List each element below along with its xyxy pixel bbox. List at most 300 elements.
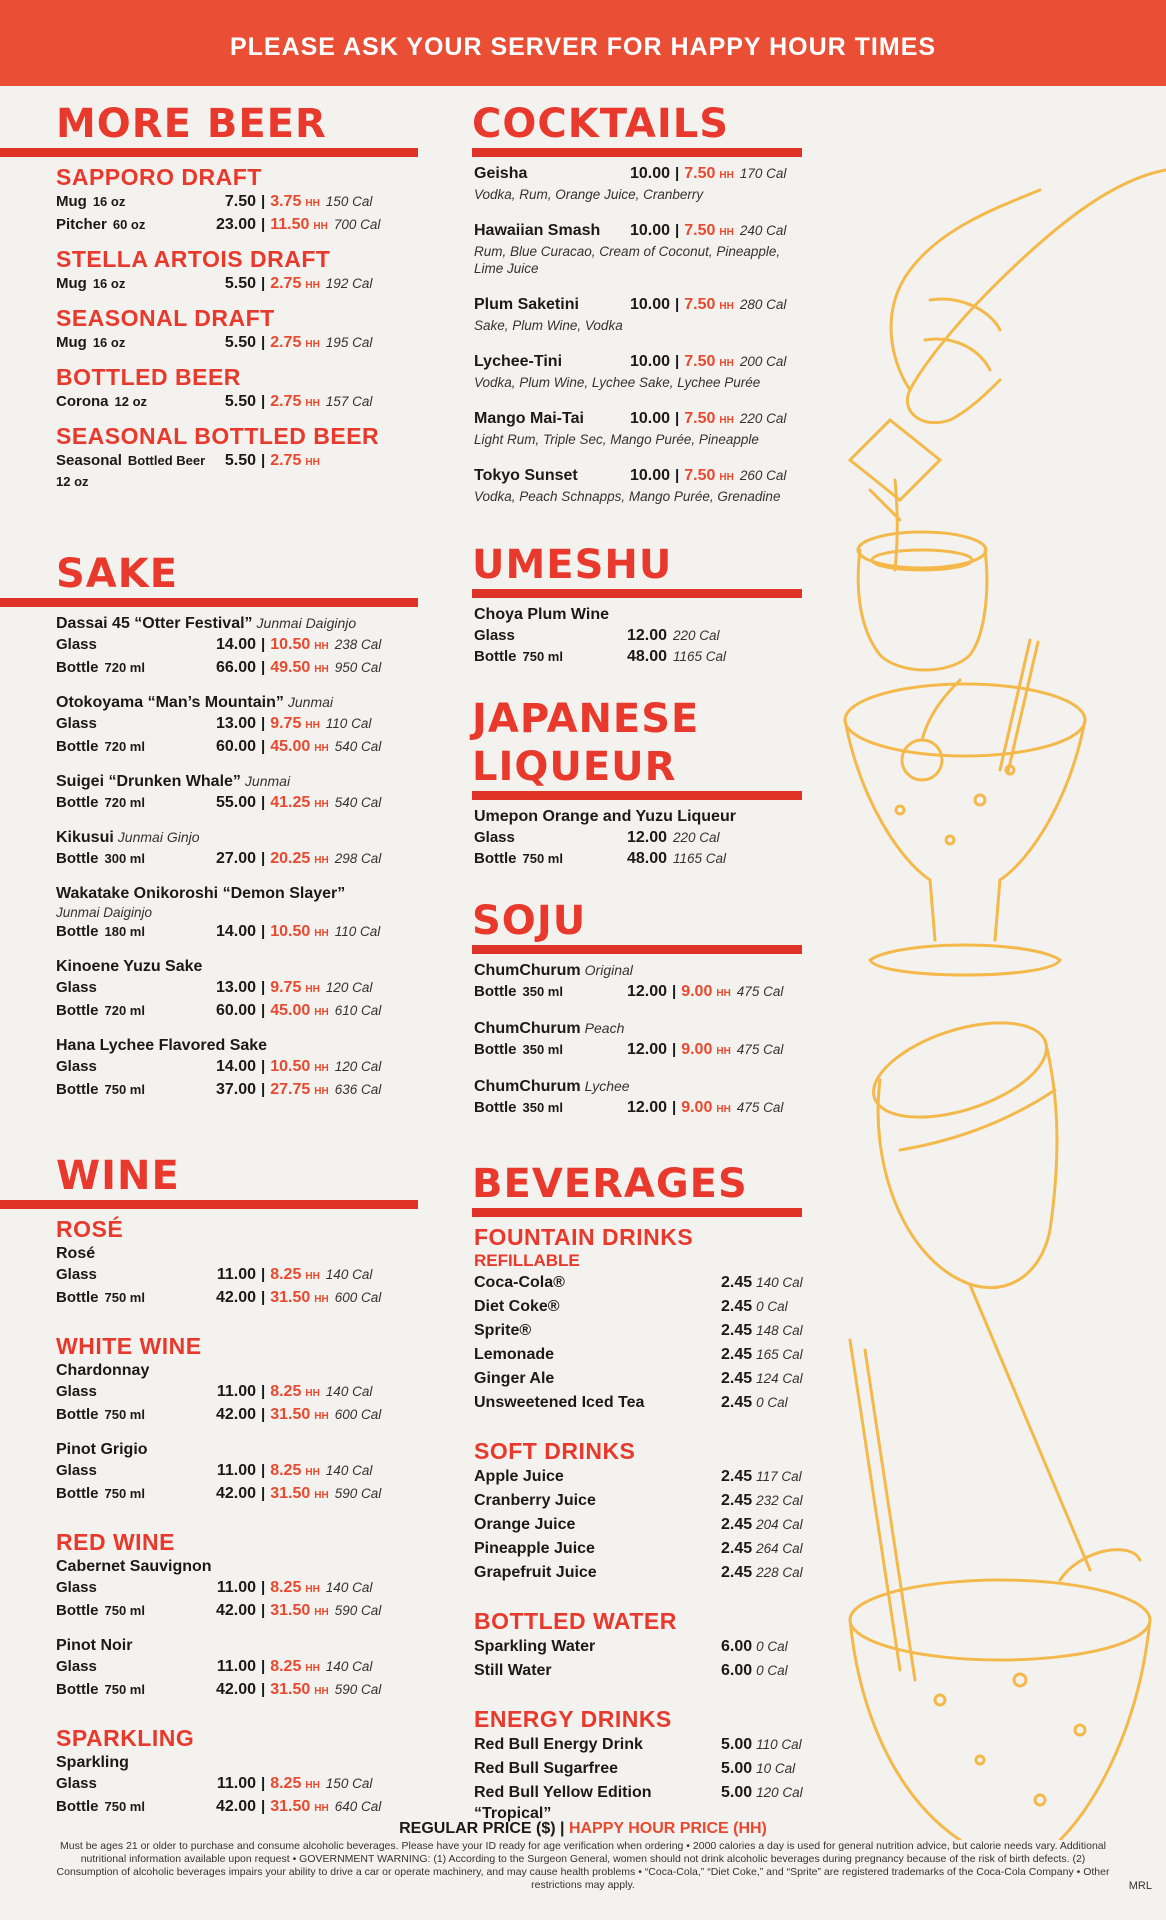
happy-hour-price: 7.50 <box>684 296 716 313</box>
calories: 110 Cal <box>334 924 381 939</box>
item-name-text: Hana Lychee Flavored Sake <box>56 1037 268 1054</box>
price-row <box>474 625 812 646</box>
item-name <box>474 806 812 827</box>
regular-price: 42.00 <box>215 1406 256 1423</box>
left-column <box>0 100 420 1819</box>
row-label-text: Glass <box>56 1266 97 1283</box>
regular-price: 10.00 <box>630 410 671 427</box>
calories: 140 Cal <box>325 1267 373 1282</box>
item-name-text: Suigei “Drunken Whale” <box>56 773 241 790</box>
price-row <box>56 1773 420 1796</box>
section-title: COCKTAILS <box>472 101 730 147</box>
hh-tag: HH <box>314 1007 329 1018</box>
calories: 220 Cal <box>673 628 720 643</box>
item-name: Cranberry Juice <box>474 1492 596 1509</box>
price-row <box>474 1097 812 1120</box>
item-name-text: Umepon Orange and Yuzu Liqueur <box>474 808 736 825</box>
subsection-title: BOTTLED BEER <box>56 364 241 390</box>
item-name <box>474 960 812 981</box>
calories: 280 Cal <box>739 297 787 312</box>
price-separator: | <box>675 467 680 484</box>
item-description: Sake, Plum Wine, Vodka <box>474 318 623 333</box>
happy-hour-price: 7.50 <box>684 165 716 182</box>
item-name: Hawaiian Smash <box>474 222 601 239</box>
calories: 260 Cal <box>739 468 787 483</box>
price-row <box>56 713 420 736</box>
item-name <box>474 1076 812 1097</box>
price-row <box>56 1577 420 1600</box>
row-size: 750 ml <box>522 649 563 664</box>
price-row <box>56 848 420 871</box>
beverage-row <box>474 1295 812 1319</box>
regular-price: 5.00 <box>721 1736 753 1753</box>
happy-hour-price: 10.50 <box>270 636 311 653</box>
wine-section <box>0 1152 420 1819</box>
row-size: 180 ml <box>104 924 145 939</box>
row-label <box>56 1600 206 1621</box>
happy-hour-price: 31.50 <box>270 1798 311 1815</box>
row-label <box>56 1381 206 1402</box>
regular-price: 10.00 <box>630 165 671 182</box>
row-label <box>56 1404 206 1425</box>
item-style-note: Lychee <box>584 1078 630 1094</box>
regular-price: 2.45 <box>721 1564 753 1581</box>
price-separator: | <box>672 1041 677 1058</box>
calories: 140 Cal <box>325 1659 373 1674</box>
regular-price: 60.00 <box>215 1002 256 1019</box>
middle-column <box>472 100 812 1824</box>
price-separator: | <box>261 1266 266 1283</box>
item-name <box>56 827 420 848</box>
price-row <box>56 1460 420 1483</box>
happy-hour-price: 8.25 <box>270 1266 302 1283</box>
calories: 140 Cal <box>325 1384 373 1399</box>
beverage-row <box>474 1391 812 1415</box>
row-label-text: Glass <box>474 627 515 644</box>
row-label <box>56 977 206 998</box>
row-label-text: Bottle <box>56 1485 99 1502</box>
regular-price: 11.00 <box>216 1775 256 1792</box>
hh-tag: HH <box>314 743 329 754</box>
row-label <box>56 1577 206 1598</box>
spacer <box>474 203 812 220</box>
row-label <box>56 1773 206 1794</box>
price-row <box>56 1656 420 1679</box>
item-name: Red Bull Energy Drink <box>474 1736 643 1753</box>
regular-price: 10.00 <box>630 467 671 484</box>
price-row <box>56 792 420 815</box>
item-name <box>56 613 420 634</box>
regular-price: 11.00 <box>216 1579 256 1596</box>
item-name: Sprite® <box>474 1322 532 1339</box>
calories: 0 Cal <box>756 1663 788 1678</box>
calories: 140 Cal <box>325 1580 373 1595</box>
row-label-text: Bottle <box>56 1081 99 1098</box>
item-name-text: ChumChurum <box>474 1020 581 1037</box>
happy-hour-price: 31.50 <box>270 1406 311 1423</box>
regular-price: 2.45 <box>721 1516 753 1533</box>
regular-price: 5.00 <box>721 1784 753 1801</box>
item-name: Grapefruit Juice <box>474 1564 597 1581</box>
calories: 590 Cal <box>334 1603 382 1618</box>
item-name: Red Bull Yellow Edition “Tropical” <box>474 1784 652 1822</box>
regular-price: 2.45 <box>721 1274 753 1291</box>
happy-hour-price: 31.50 <box>270 1289 311 1306</box>
happy-hour-price: 8.25 <box>270 1383 302 1400</box>
item-name: Coca-Cola® <box>474 1274 565 1291</box>
section-rule <box>472 1208 802 1217</box>
item-name: Pineapple Juice <box>474 1540 595 1557</box>
price-separator: | <box>675 410 680 427</box>
regular-price: 12.00 <box>627 627 668 644</box>
price-row <box>56 1600 420 1623</box>
item-name: Diet Coke® <box>474 1298 560 1315</box>
more-beer-section <box>0 100 420 492</box>
price-row: Seasonal Bottled Beer 12 oz 5.50 | 2.75 HH <box>56 452 320 489</box>
price-separator: | <box>261 715 266 732</box>
calories: 950 Cal <box>334 660 382 675</box>
row-label <box>56 1079 206 1100</box>
cocktail-row <box>474 220 812 243</box>
row-label <box>56 792 206 813</box>
hh-tag: HH <box>719 472 734 483</box>
row-label <box>56 713 206 734</box>
calories: 200 Cal <box>739 354 787 369</box>
calories: 140 Cal <box>325 1463 373 1478</box>
row-label <box>56 1796 206 1817</box>
row-size: 750 ml <box>104 1486 145 1501</box>
spacer <box>474 277 812 294</box>
happy-hour-price: 9.75 <box>270 715 302 732</box>
row-label-text: Glass <box>56 636 97 653</box>
regular-price: 55.00 <box>215 794 256 811</box>
happy-hour-price: 9.75 <box>270 979 302 996</box>
price-separator: | <box>261 1383 266 1400</box>
section-rule <box>0 1200 418 1209</box>
item-name: Unsweetened Iced Tea <box>474 1394 645 1411</box>
happy-hour-price: 7.50 <box>684 222 716 239</box>
price-separator: | <box>261 1485 266 1502</box>
regular-price: 42.00 <box>215 1602 256 1619</box>
row-size: 750 ml <box>104 1682 145 1697</box>
beverage-row <box>474 1367 812 1391</box>
price-row <box>474 827 812 848</box>
hh-tag: HH <box>305 1388 320 1399</box>
price-separator: | <box>261 923 266 940</box>
regular-price: 37.00 <box>215 1081 256 1098</box>
row-label <box>56 634 206 655</box>
price-separator: | <box>261 1289 266 1306</box>
menu-code: MRL <box>1128 1880 1152 1892</box>
subsection-title: ENERGY DRINKS <box>474 1706 672 1732</box>
happy-hour-price: 10.50 <box>270 923 311 940</box>
item-style-note: Junmai <box>287 694 334 710</box>
row-label <box>56 1264 206 1285</box>
regular-price: 11.00 <box>216 1658 256 1675</box>
regular-price: 14.00 <box>215 636 256 653</box>
price-separator: | <box>675 222 680 239</box>
section-title: SAKE <box>56 551 179 597</box>
price-separator: | <box>261 850 266 867</box>
calories: 264 Cal <box>756 1541 803 1556</box>
happy-hour-price: 7.50 <box>684 467 716 484</box>
item-name: Orange Juice <box>474 1516 576 1533</box>
spacer <box>56 680 420 692</box>
price-row <box>56 977 420 1000</box>
row-size: 750 ml <box>104 1290 145 1305</box>
price-separator: | <box>675 353 680 370</box>
item-name-text: Otokoyama “Man’s Mountain” <box>56 694 284 711</box>
hh-tag: HH <box>314 1294 329 1305</box>
price-row <box>474 848 812 869</box>
regular-price: 66.00 <box>215 659 256 676</box>
item-description: Light Rum, Triple Sec, Mango Purée, Pineapple <box>474 432 759 447</box>
umeshu-block <box>472 604 812 667</box>
hh-tag: HH <box>305 1663 320 1674</box>
spacer <box>56 871 420 883</box>
calories: 298 Cal <box>334 851 382 866</box>
section-rule <box>472 148 802 157</box>
calories: 110 Cal <box>756 1737 802 1752</box>
regular-price: 5.00 <box>721 1760 753 1777</box>
row-label-text: Bottle <box>474 1041 517 1058</box>
regular-price: 10.00 <box>630 222 671 239</box>
calories: 1165 Cal <box>673 649 727 664</box>
item-name: Red Bull Sugarfree <box>474 1760 619 1777</box>
subsection-title: RED WINE <box>56 1529 175 1555</box>
row-label-text: Glass <box>56 979 97 996</box>
row-label <box>56 848 206 869</box>
happy-hour-price: 7.50 <box>684 353 716 370</box>
soju-list <box>472 960 812 1120</box>
regular-price: 2.45 <box>721 1370 753 1387</box>
regular-price: 2.45 <box>721 1298 753 1315</box>
item-name: Apple Juice <box>474 1468 564 1485</box>
item-name-text: Choya Plum Wine <box>474 606 609 623</box>
cocktail-row <box>474 465 812 488</box>
hh-tag: HH <box>305 1271 320 1282</box>
hh-tag: HH <box>314 1063 329 1074</box>
regular-price: 2.45 <box>721 1394 753 1411</box>
price-row <box>56 634 420 657</box>
happy-hour-price: 31.50 <box>270 1485 311 1502</box>
calories: 0 Cal <box>756 1395 788 1410</box>
hh-tag: HH <box>314 1490 329 1501</box>
spacer <box>56 1623 420 1635</box>
item-name <box>56 883 420 904</box>
beverage-row <box>474 1733 812 1757</box>
regular-price: 42.00 <box>215 1798 256 1815</box>
calories: 475 Cal <box>736 984 784 999</box>
item-description: Vodka, Plum Wine, Lychee Sake, Lychee Purée <box>474 375 761 390</box>
section-rule <box>0 148 418 157</box>
price-separator: | <box>261 1058 266 1075</box>
price-row: Mug 16 oz 7.50 | 3.75 HH 150 Cal <box>56 193 373 210</box>
subsection-title: SPARKLING <box>56 1725 195 1751</box>
row-label <box>56 1679 206 1700</box>
cocktail-row <box>474 163 812 186</box>
price-separator: | <box>261 1602 266 1619</box>
item-name-text: Wakatake Onikoroshi “Demon Slayer” <box>56 885 346 902</box>
item-style-note: Original <box>584 962 633 978</box>
row-size: 750 ml <box>104 1082 145 1097</box>
regular-price: 11.00 <box>216 1266 256 1283</box>
cocktail-row <box>474 351 812 374</box>
legal-disclaimer: Must be ages 21 or older to purchase and consume alcoholic beverages. Please have your ID ready for age verification when ordering • 2000 calories a day is used for general nutrition advice, but calorie needs vary. Additional nutritional information available upon request • GOVERNMENT WARNING: (1) According to the Surgeon General, women should not drink alcoholic beverages during pregnancy because of the risk of birth defects. (2) Consumption of alcoholic beverages impairs your ability to drive a car or operate machinery, and may cause health problems • “Coca-Cola,” “Diet Coke,” and “Sprite” are registered trademarks of the Coca-Cola Company • Other restrictions may apply. <box>56 1840 1110 1891</box>
calories: 610 Cal <box>334 1003 382 1018</box>
row-label-text: Bottle <box>56 794 99 811</box>
item-name <box>56 1635 420 1656</box>
beverage-row <box>474 1635 812 1659</box>
calories: 238 Cal <box>334 637 382 652</box>
cocktail-row <box>474 408 812 431</box>
japanese-liqueur-section <box>472 695 812 869</box>
subsection-subtitle: REFILLABLE <box>474 1251 580 1270</box>
row-label-text: Bottle <box>56 659 99 676</box>
sake-list <box>0 613 420 1102</box>
row-label-text: Glass <box>56 1058 97 1075</box>
calories: 240 Cal <box>739 223 787 238</box>
calories: 10 Cal <box>756 1761 796 1776</box>
calories: 204 Cal <box>756 1517 803 1532</box>
spacer <box>56 815 420 827</box>
price-separator: | <box>675 296 680 313</box>
hh-tag: HH <box>305 1584 320 1595</box>
subsection-title: SEASONAL BOTTLED BEER <box>56 423 380 449</box>
calories: 600 Cal <box>334 1290 382 1305</box>
row-label <box>56 921 206 942</box>
calories: 590 Cal <box>334 1486 382 1501</box>
section-title: WINE <box>56 1153 180 1199</box>
regular-price: 13.00 <box>215 979 256 996</box>
section-rule <box>0 598 418 607</box>
item-name-text: Rosé <box>56 1245 96 1262</box>
row-label <box>474 1039 627 1060</box>
price-row <box>56 1287 420 1310</box>
item-name-text: Dassai 45 “Otter Festival” <box>56 615 253 632</box>
row-size: 720 ml <box>104 795 145 810</box>
calories: 150 Cal <box>325 1776 373 1791</box>
row-label <box>56 1483 206 1504</box>
row-label-text: Bottle <box>56 1602 99 1619</box>
item-name: Still Water <box>474 1662 552 1679</box>
regular-price: 12.00 <box>627 1041 668 1058</box>
calories: 228 Cal <box>756 1565 803 1580</box>
row-label-text: Glass <box>474 829 515 846</box>
calories: 110 Cal <box>325 716 372 731</box>
price-row <box>56 1264 420 1287</box>
price-row <box>474 646 812 667</box>
hh-tag: HH <box>314 1803 329 1814</box>
calories: 636 Cal <box>334 1082 382 1097</box>
price-row <box>474 981 812 1004</box>
regular-price: 42.00 <box>215 1681 256 1698</box>
item-name <box>56 1556 420 1577</box>
row-label-text: Bottle <box>474 1099 517 1116</box>
item-name: Tokyo Sunset <box>474 467 578 484</box>
beverage-row <box>474 1757 812 1781</box>
item-description: Vodka, Rum, Orange Juice, Cranberry <box>474 187 704 202</box>
item-style-note: Peach <box>584 1020 625 1036</box>
calories: 640 Cal <box>334 1799 382 1814</box>
spacer <box>474 1062 812 1076</box>
cocktail-list <box>472 163 812 505</box>
price-row: Corona 12 oz 5.50 | 2.75 HH 157 Cal <box>56 393 373 410</box>
price-separator: | <box>261 1798 266 1815</box>
row-label-text: Bottle <box>56 1681 99 1698</box>
spacer <box>56 1427 420 1439</box>
price-row <box>474 1039 812 1062</box>
calories: 170 Cal <box>739 166 787 181</box>
drink-illustration <box>840 80 1166 1840</box>
row-label-text: Glass <box>56 1462 97 1479</box>
item-name-text: Pinot Noir <box>56 1637 133 1654</box>
subsection-title: FOUNTAIN DRINKS <box>474 1224 694 1250</box>
happy-hour-price: 31.50 <box>270 1681 311 1698</box>
happy-hour-price: 27.75 <box>270 1081 311 1098</box>
price-separator: | <box>261 979 266 996</box>
regular-price: 12.00 <box>627 983 668 1000</box>
hh-tag: HH <box>716 1046 731 1057</box>
regular-price: 10.00 <box>630 296 671 313</box>
price-row: Mug 16 oz 5.50 | 2.75 HH 195 Cal <box>56 334 373 351</box>
row-label-text: Glass <box>56 1383 97 1400</box>
regular-price: 6.00 <box>721 1662 753 1679</box>
calories: 120 Cal <box>334 1059 382 1074</box>
calories: 0 Cal <box>756 1299 788 1314</box>
happy-hour-price: 10.50 <box>270 1058 311 1075</box>
item-name <box>56 1752 420 1773</box>
footer <box>0 1820 1166 1892</box>
spacer <box>474 334 812 351</box>
hh-tag: HH <box>719 358 734 369</box>
hh-tag: HH <box>719 170 734 181</box>
row-size: 350 ml <box>522 984 563 999</box>
subsection-title: SOFT DRINKS <box>474 1438 636 1464</box>
price-row <box>56 1404 420 1427</box>
hh-tag: HH <box>314 855 329 866</box>
row-label-text: Bottle <box>474 648 517 665</box>
calories: 232 Cal <box>756 1493 803 1508</box>
row-label <box>474 827 627 848</box>
item-name <box>56 956 420 977</box>
item-name: Mango Mai-Tai <box>474 410 584 427</box>
happy-hour-banner: PLEASE ASK YOUR SERVER FOR HAPPY HOUR TIMES <box>0 0 1166 86</box>
beverage-row <box>474 1781 812 1824</box>
price-separator: | <box>261 636 266 653</box>
item-name: Plum Saketini <box>474 296 579 313</box>
cocktails-section <box>472 100 812 505</box>
section-title: UMESHU <box>472 542 673 588</box>
price-separator: | <box>261 659 266 676</box>
subsection-title: SAPPORO DRAFT <box>56 164 262 190</box>
happy-hour-price: 9.00 <box>681 983 713 1000</box>
regular-price: 10.00 <box>630 353 671 370</box>
calories: 124 Cal <box>756 1371 803 1386</box>
row-label <box>474 981 627 1002</box>
regular-price: 2.45 <box>721 1346 753 1363</box>
price-row <box>56 1381 420 1404</box>
regular-price: 11.00 <box>216 1383 256 1400</box>
calories: 475 Cal <box>736 1100 784 1115</box>
item-name <box>474 1018 812 1039</box>
regular-price: 13.00 <box>215 715 256 732</box>
row-label-text: Glass <box>56 1579 97 1596</box>
calories: 220 Cal <box>673 830 720 845</box>
subsection-title: WHITE WINE <box>56 1333 202 1359</box>
calories: 475 Cal <box>736 1042 784 1057</box>
section-title: MORE BEER <box>56 101 327 147</box>
